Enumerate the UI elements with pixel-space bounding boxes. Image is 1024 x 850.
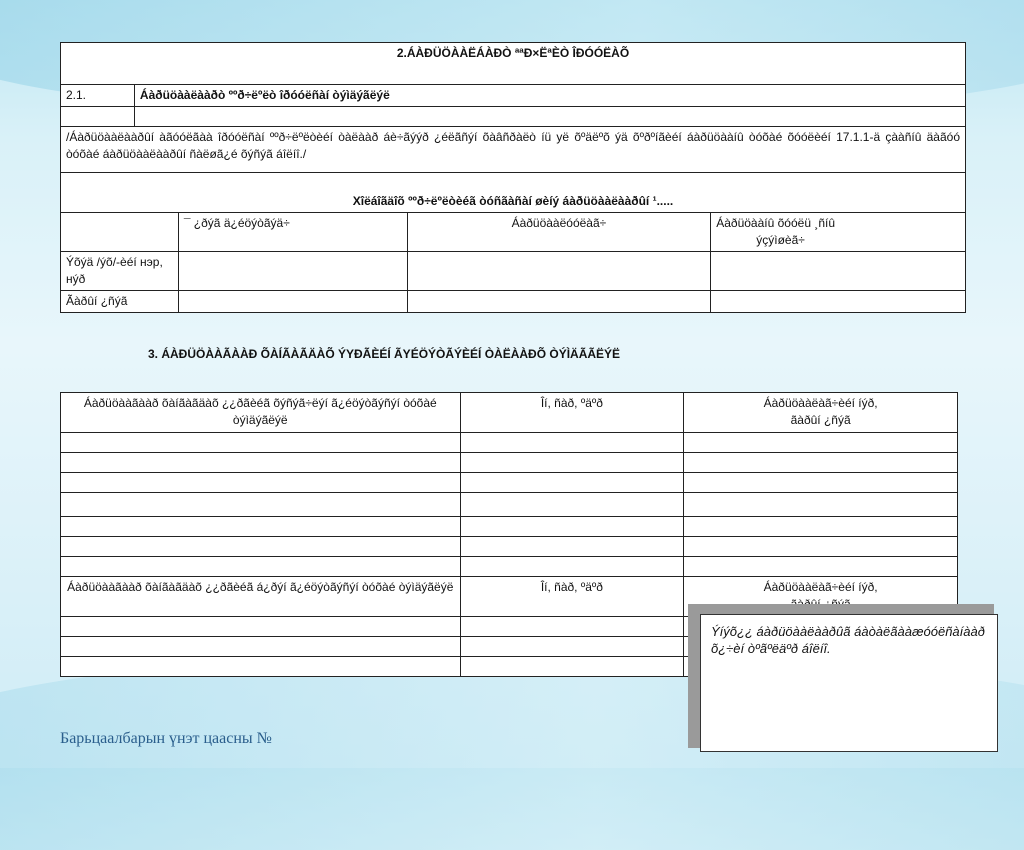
- empty-cell: [61, 107, 135, 127]
- col-header-3-line1: Áàðüöààíû õóóëü ¸ñíû: [716, 216, 836, 230]
- empty-cell: [460, 657, 684, 677]
- empty-cell: [684, 433, 958, 453]
- table-row: [61, 433, 461, 453]
- note-box: Ýíýõ¿¿ áàðüöààëààðûã áàòàëãààæóóëñàíààð õ¿÷èí òºãºëäºð áîëíî.: [700, 614, 998, 752]
- empty-cell: [460, 637, 684, 657]
- empty-cell: [460, 517, 684, 537]
- empty-cell: [711, 291, 966, 313]
- empty-cell: [684, 493, 958, 517]
- row-number: 2.1.: [61, 85, 135, 107]
- empty-cell: [134, 107, 965, 127]
- empty-cell: [460, 537, 684, 557]
- table-header-1-col2: Îí, ñàð, ºäºð: [460, 393, 684, 433]
- section3-title: 3. ÁÀÐÜÖÀÀÃÀÀÐ ÕÀÍÃÀÃÄÀÕ ÝYÐÃÈÉÍ ÃYÉÖÝÒÃÝÈÉÍ ÒÀËÀÀÐÕ ÒÝÌÄÃÃËÝË: [148, 347, 621, 361]
- section2-table: [60, 42, 966, 313]
- row-label: Áàðüöààëààðò ººð÷ëºëò îðóóëñàí òýìäýãëýë: [134, 85, 965, 107]
- empty-cell: [684, 517, 958, 537]
- table-row: [61, 657, 461, 677]
- table-row: [61, 493, 461, 517]
- empty-cell: [460, 493, 684, 517]
- row-label-b: Ãàðûí ¿ñýã: [61, 291, 179, 313]
- table-row: [61, 557, 461, 577]
- empty-cell: [460, 617, 684, 637]
- empty-cell: [460, 453, 684, 473]
- empty-cell: [684, 557, 958, 577]
- table-row: [61, 453, 461, 473]
- row-label-a: Ýõýä /ýõ/-èéí нэр, нýð: [61, 252, 179, 291]
- empty-cell: [684, 537, 958, 557]
- table-header-2-col2: Îí, ñàð, ºäºð: [460, 577, 684, 617]
- table-header-2-col1: Áàðüöààãààð õàíãàãäàõ ¿¿ðãèéã á¿ðýí ã¿éöýòãýñýí òóõàé òýìäýãëýë: [61, 577, 461, 617]
- section2-subtitle: Xîëáîãäîõ ººð÷ëºëòèéã òóñãàñàí øèíý áàðüöààëààðûí ¹.....: [61, 173, 966, 213]
- empty-cell: [460, 473, 684, 493]
- table-header-2-col3-line1: Áàðüöààëàã÷èéí íýð,: [763, 580, 878, 594]
- col-header-3-line2: ýçýìøèã÷: [756, 233, 805, 247]
- table-header-1-col3-line2: ãàðûí ¿ñýã: [790, 413, 851, 427]
- col-header-2: Áàðüöààëóóëàã÷: [407, 213, 711, 252]
- empty-cell: [460, 557, 684, 577]
- table-row: [61, 537, 461, 557]
- table-row: [61, 617, 461, 637]
- empty-cell: [178, 291, 407, 313]
- empty-cell: [407, 291, 711, 313]
- col-header-1: ¯ ¿ðýã ä¿éöýòãýä÷: [178, 213, 407, 252]
- section2-title: 2.ÁÀÐÜÖÀÀËÁÀÐÒ ªªÐ×ËªÈÒ ÎÐÓÓËÀÕ: [61, 43, 966, 85]
- table-row: [61, 637, 461, 657]
- empty-cell: [407, 252, 711, 291]
- table-header-1-col1: Áàðüöààãààð õàíãàãäàõ ¿¿ðãèéã õýñýã÷ëýí ã¿éöýòãýñýí òóõàé òýìäýãëýë: [61, 393, 461, 433]
- table-row: [61, 473, 461, 493]
- empty-cell: [684, 453, 958, 473]
- empty-cell: [711, 252, 966, 291]
- footer-text: Барьцаалбарын үнэт цаасны №: [60, 730, 272, 747]
- col-header-3: [711, 213, 966, 252]
- table-row: [61, 517, 461, 537]
- section2-note: /Áàðüöààëààðûí àãóóëãàà îðóóëñàí ººð÷ëºëòèéí òàëààð áè÷ãýýð ¿éëãñýí õàâñðàëò íü yë õºäëºõ ýä õºðºíãèéí áàðüöààíû òóõàé õóóëèéí 17.1.1-ä çààñíû äàãóó òóõàé áàðüöààëààðûí ñàëøã¿é õýñýã áîëíî./: [61, 127, 966, 173]
- table-header-1-col3-line1: Áàðüöààëàã÷èéí íýð,: [763, 396, 878, 410]
- empty-cell: [61, 213, 179, 252]
- empty-cell: [460, 433, 684, 453]
- table-header-1-col3: [684, 393, 958, 433]
- empty-cell: [178, 252, 407, 291]
- empty-cell: [684, 473, 958, 493]
